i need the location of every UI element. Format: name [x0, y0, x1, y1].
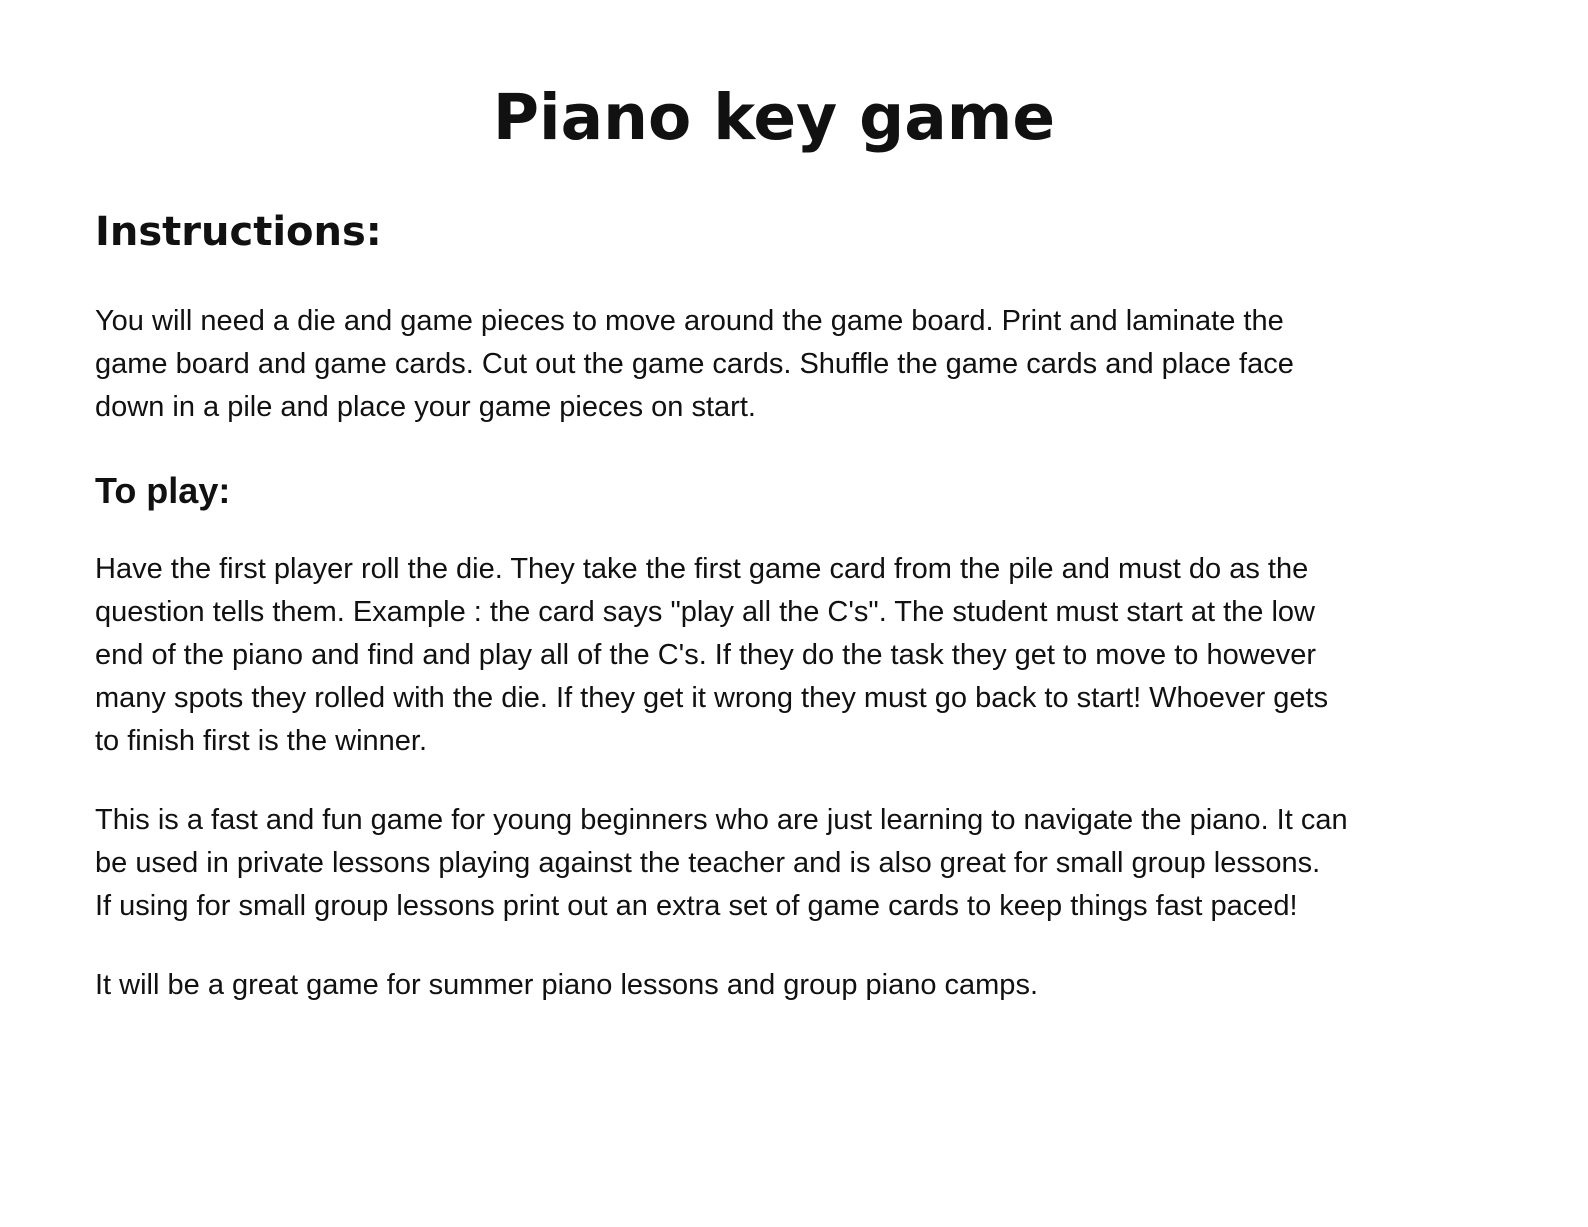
instructions-line: You will need a die and game pieces to move around the game board. Print and laminate the [95, 305, 1284, 337]
to-play-line: many spots they rolled with the die. If they get it wrong they must go back to start! Whoever gets [95, 682, 1329, 714]
instructions-paragraph [95, 300, 1565, 429]
closing-line: It will be a great game for summer piano lessons and group piano camps. [95, 969, 1038, 1001]
to-play-line: Have the first player roll the die. They take the first game card from the pile and must do as the [95, 553, 1309, 585]
to-play-heading: To play: [95, 470, 231, 511]
page-title: Piano key game [492, 81, 1056, 154]
closing-paragraph [95, 964, 1565, 1007]
notes-line: be used in private lessons playing against the teacher and is also great for small group lessons. [95, 847, 1321, 879]
to-play-line: question tells them. Example : the card says "play all the C's". The student must start at the low [95, 596, 1315, 628]
instructions-line: game board and game cards. Cut out the game cards. Shuffle the game cards and place face [95, 348, 1294, 380]
notes-line: This is a fast and fun game for young beginners who are just learning to navigate the piano. It can [95, 804, 1348, 836]
to-play-paragraph [95, 548, 1565, 763]
notes-paragraph [95, 799, 1565, 928]
notes-line: If using for small group lessons print out an extra set of game cards to keep things fast paced! [95, 890, 1298, 922]
to-play-line: end of the piano and find and play all of the C's. If they do the task they get to move to however [95, 639, 1317, 671]
instructions-line: down in a pile and place your game pieces on start. [95, 391, 756, 423]
to-play-line: to finish first is the winner. [95, 725, 428, 757]
instructions-heading: Instructions: [95, 209, 382, 255]
